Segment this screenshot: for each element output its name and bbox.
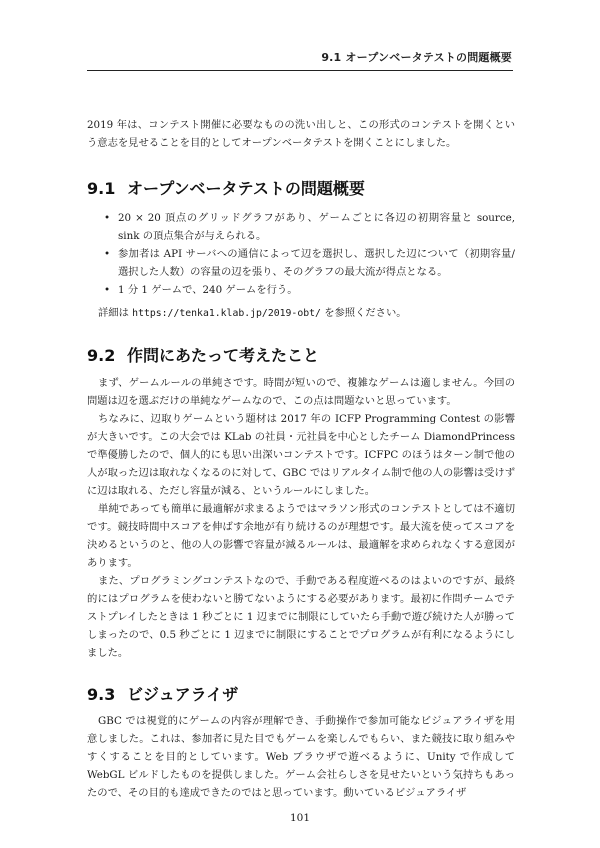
running-header: 9.1 オープンベータテストの問題概要 [321, 51, 512, 64]
detail-url-link[interactable]: https://tenka1.klab.jp/2019-obt/ [132, 308, 321, 319]
list-item: • 1 分 1 ゲームで、240 ゲームを行う。 [104, 281, 515, 299]
body-paragraph: ちなみに、辺取りゲームという題材は 2017 年の ICFP Programming Contest の影響が大きいです。この大会では KLab の社員・元社員を中心としたチーム DiamondPrincess で準優勝したので、個人的にも思い出深いコンテストです。ICFPC のほうはターン制で他の人が取った辺は取れなくなるのに対して、GBC ではリアルタイム制で他の人の影響は受けずに辺は取れる、ただし容量が減る、というルールにしました。 [87, 413, 515, 497]
section-title: オープンベータテストの問題概要 [127, 179, 365, 198]
section-heading-9-2 [87, 343, 319, 366]
header-rule [87, 70, 513, 71]
section-number: 9.1 [87, 179, 116, 198]
intro-paragraph: 2019 年は、コンテスト開催に必要なものの洗い出しと、この形式のコンテストを開くという意志を見せることを目的としてオープンベータテストを開くことにしました。 [87, 119, 515, 149]
body-paragraph: 単純であっても簡単に最適解が求まるようではマラソン形式のコンテストとしては不適切です。競技時間中スコアを伸ばす余地が有り続けるのが理想です。最大流を使ってスコアを決めるというのと、他の人の影響で容量が減るルールは、最適解を求められなくする意図があります。 [87, 503, 515, 569]
section-title: ビジュアライザ [127, 685, 239, 704]
page-number: 101 [289, 812, 311, 824]
section-title: 作問にあたって考えたこと [127, 346, 320, 365]
detail-prefix: 詳細は [98, 307, 133, 319]
section-heading-9-1 [87, 176, 365, 199]
section-9-3-body [87, 712, 515, 802]
body-paragraph: まず、ゲームルールの単純さです。時間が短いので、複雑なゲームは適しません。今回の問題は辺を選ぶだけの単純なゲームなので、この点は問題ないと思っています。 [87, 377, 515, 407]
section-number: 9.2 [87, 346, 116, 365]
section-heading-9-3 [87, 682, 238, 705]
section-number: 9.3 [87, 685, 116, 704]
problem-overview-list [104, 209, 515, 299]
detail-suffix: を参照ください。 [320, 307, 407, 319]
body-paragraph: また、プログラミングコンテストなので、手動である程度遊べるのはよいのですが、最終的にはプログラムを使わないと勝てないようにする必要があります。最初に作問チームでテストプレイしたときは 1 秒ごとに 1 辺までに制限にしていたら手動で遊び続けた人が勝ってしまったので、0.5 秒ごとに 1 辺までに制限にすることでプログラムが有利になるようにしました。 [87, 575, 515, 659]
body-paragraph: GBC では視覚的にゲームの内容が理解でき、手動操作で参加可能なビジュアライザを用意しました。これは、参加者に見た目でもゲームを楽しんでもらい、また競技に取り組みやすくすることを目的としています。Web ブラウザで遊べるように、Unity で作成して WebGL ビルドしたものを提供しました。ゲーム会社らしさを見せたいという気持ちもあったので、その目的も達成できたのではと思っています。動いているビジュアライザ [87, 715, 515, 799]
list-item: • 参加者は API サーバへの通信によって辺を選択し、選択した辺について（初期容量/選択した人数）の容量の辺を張り、そのグラフの最大流が得点となる。 [104, 245, 515, 281]
section-9-2-body [87, 374, 515, 662]
list-item: • 20 × 20 頂点のグリッドグラフがあり、ゲームごとに各辺の初期容量と source, sink の頂点集合が与えられる。 [104, 209, 515, 245]
detail-paragraph [87, 304, 515, 323]
